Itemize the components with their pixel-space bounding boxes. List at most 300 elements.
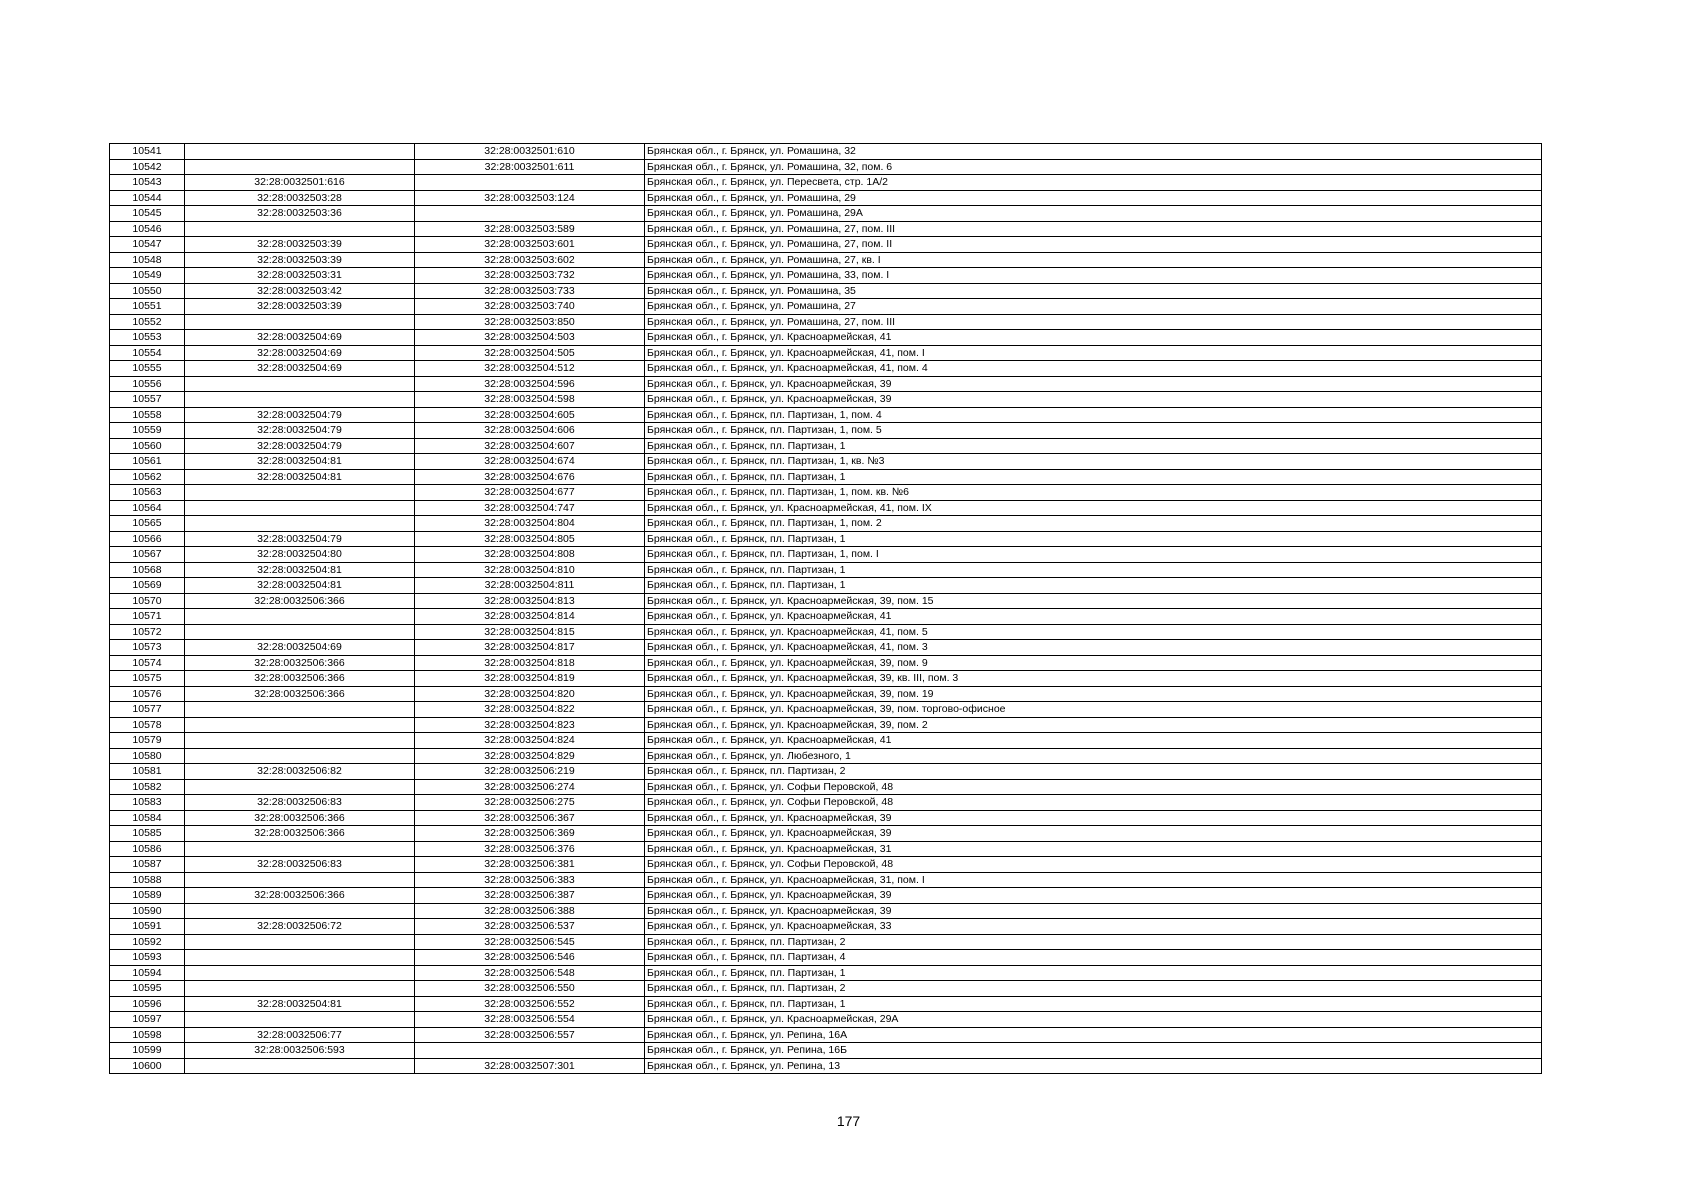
land-cadastral-number-cell <box>185 221 415 237</box>
row-number-cell: 10582 <box>110 779 185 795</box>
address-cell: Брянская обл., г. Брянск, пл. Партизан, 4 <box>645 950 1542 966</box>
object-cadastral-number-cell: 32:28:0032504:503 <box>415 330 645 346</box>
land-cadastral-number-cell: 32:28:0032506:72 <box>185 919 415 935</box>
object-cadastral-number-cell: 32:28:0032506:219 <box>415 764 645 780</box>
row-number-cell: 10572 <box>110 624 185 640</box>
object-cadastral-number-cell: 32:28:0032506:545 <box>415 934 645 950</box>
address-cell: Брянская обл., г. Брянск, ул. Репина, 16Б <box>645 1043 1542 1059</box>
object-cadastral-number-cell: 32:28:0032504:813 <box>415 593 645 609</box>
address-cell: Брянская обл., г. Брянск, ул. Красноармейская, 31, пом. I <box>645 872 1542 888</box>
address-cell: Брянская обл., г. Брянск, ул. Красноармейская, 41 <box>645 733 1542 749</box>
table-row <box>110 764 1542 780</box>
address-cell: Брянская обл., г. Брянск, ул. Красноармейская, 39 <box>645 826 1542 842</box>
row-number-cell: 10564 <box>110 500 185 516</box>
row-number-cell: 10600 <box>110 1058 185 1074</box>
row-number-cell: 10568 <box>110 562 185 578</box>
table-row <box>110 996 1542 1012</box>
table-row <box>110 655 1542 671</box>
object-cadastral-number-cell: 32:28:0032504:805 <box>415 531 645 547</box>
object-cadastral-number-cell: 32:28:0032506:388 <box>415 903 645 919</box>
land-cadastral-number-cell <box>185 965 415 981</box>
object-cadastral-number-cell: 32:28:0032506:383 <box>415 872 645 888</box>
land-cadastral-number-cell: 32:28:0032504:81 <box>185 562 415 578</box>
address-cell: Брянская обл., г. Брянск, ул. Красноармейская, 39, пом. 9 <box>645 655 1542 671</box>
row-number-cell: 10554 <box>110 345 185 361</box>
table-row <box>110 686 1542 702</box>
row-number-cell: 10597 <box>110 1012 185 1028</box>
object-cadastral-number-cell: 32:28:0032506:387 <box>415 888 645 904</box>
object-cadastral-number-cell <box>415 206 645 222</box>
land-cadastral-number-cell: 32:28:0032506:366 <box>185 686 415 702</box>
table-row <box>110 392 1542 408</box>
object-cadastral-number-cell: 32:28:0032504:674 <box>415 454 645 470</box>
object-cadastral-number-cell: 32:28:0032506:546 <box>415 950 645 966</box>
row-number-cell: 10599 <box>110 1043 185 1059</box>
table-row <box>110 640 1542 656</box>
row-number-cell: 10541 <box>110 144 185 160</box>
object-cadastral-number-cell: 32:28:0032503:740 <box>415 299 645 315</box>
row-number-cell: 10543 <box>110 175 185 191</box>
row-number-cell: 10549 <box>110 268 185 284</box>
object-cadastral-number-cell: 32:28:0032504:829 <box>415 748 645 764</box>
land-cadastral-number-cell: 32:28:0032504:79 <box>185 407 415 423</box>
table-row <box>110 1012 1542 1028</box>
address-cell: Брянская обл., г. Брянск, ул. Красноармейская, 39, пом. 2 <box>645 717 1542 733</box>
row-number-cell: 10592 <box>110 934 185 950</box>
land-cadastral-number-cell: 32:28:0032506:366 <box>185 655 415 671</box>
table-row <box>110 950 1542 966</box>
address-cell: Брянская обл., г. Брянск, пл. Партизан, 2 <box>645 981 1542 997</box>
object-cadastral-number-cell: 32:28:0032504:512 <box>415 361 645 377</box>
object-cadastral-number-cell: 32:28:0032506:275 <box>415 795 645 811</box>
row-number-cell: 10583 <box>110 795 185 811</box>
row-number-cell: 10553 <box>110 330 185 346</box>
land-cadastral-number-cell: 32:28:0032503:28 <box>185 190 415 206</box>
object-cadastral-number-cell: 32:28:0032506:550 <box>415 981 645 997</box>
land-cadastral-number-cell: 32:28:0032506:366 <box>185 888 415 904</box>
land-cadastral-number-cell <box>185 159 415 175</box>
object-cadastral-number-cell: 32:28:0032504:607 <box>415 438 645 454</box>
object-cadastral-number-cell: 32:28:0032504:819 <box>415 671 645 687</box>
registry-table-body <box>110 144 1542 1074</box>
address-cell: Брянская обл., г. Брянск, ул. Ромашина, 27 <box>645 299 1542 315</box>
row-number-cell: 10577 <box>110 702 185 718</box>
row-number-cell: 10551 <box>110 299 185 315</box>
object-cadastral-number-cell: 32:28:0032501:610 <box>415 144 645 160</box>
table-row <box>110 221 1542 237</box>
land-cadastral-number-cell <box>185 872 415 888</box>
table-row <box>110 407 1542 423</box>
address-cell: Брянская обл., г. Брянск, пл. Партизан, 2 <box>645 764 1542 780</box>
object-cadastral-number-cell: 32:28:0032504:606 <box>415 423 645 439</box>
table-row <box>110 609 1542 625</box>
land-cadastral-number-cell <box>185 981 415 997</box>
object-cadastral-number-cell: 32:28:0032504:818 <box>415 655 645 671</box>
object-cadastral-number-cell: 32:28:0032506:548 <box>415 965 645 981</box>
table-row <box>110 175 1542 191</box>
row-number-cell: 10556 <box>110 376 185 392</box>
address-cell: Брянская обл., г. Брянск, ул. Красноармейская, 33 <box>645 919 1542 935</box>
table-row <box>110 888 1542 904</box>
address-cell: Брянская обл., г. Брянск, ул. Красноармейская, 39 <box>645 392 1542 408</box>
address-cell: Брянская обл., г. Брянск, ул. Красноармейская, 41 <box>645 609 1542 625</box>
table-row <box>110 283 1542 299</box>
table-row <box>110 438 1542 454</box>
row-number-cell: 10546 <box>110 221 185 237</box>
row-number-cell: 10544 <box>110 190 185 206</box>
land-cadastral-number-cell <box>185 500 415 516</box>
row-number-cell: 10589 <box>110 888 185 904</box>
address-cell: Брянская обл., г. Брянск, пл. Партизан, 1, пом. кв. №6 <box>645 485 1542 501</box>
row-number-cell: 10567 <box>110 547 185 563</box>
table-row <box>110 252 1542 268</box>
address-cell: Брянская обл., г. Брянск, ул. Красноармейская, 41, пом. 5 <box>645 624 1542 640</box>
object-cadastral-number-cell: 32:28:0032503:850 <box>415 314 645 330</box>
address-cell: Брянская обл., г. Брянск, ул. Софьи Перовской, 48 <box>645 779 1542 795</box>
address-cell: Брянская обл., г. Брянск, пл. Партизан, 1 <box>645 562 1542 578</box>
address-cell: Брянская обл., г. Брянск, ул. Любезного, 1 <box>645 748 1542 764</box>
table-row <box>110 206 1542 222</box>
address-cell: Брянская обл., г. Брянск, ул. Красноармейская, 41, пом. 4 <box>645 361 1542 377</box>
address-cell: Брянская обл., г. Брянск, ул. Красноармейская, 29А <box>645 1012 1542 1028</box>
row-number-cell: 10565 <box>110 516 185 532</box>
object-cadastral-number-cell: 32:28:0032506:557 <box>415 1027 645 1043</box>
object-cadastral-number-cell: 32:28:0032506:376 <box>415 841 645 857</box>
land-cadastral-number-cell <box>185 934 415 950</box>
address-cell: Брянская обл., г. Брянск, ул. Пересвета, стр. 1А/2 <box>645 175 1542 191</box>
object-cadastral-number-cell: 32:28:0032507:301 <box>415 1058 645 1074</box>
row-number-cell: 10575 <box>110 671 185 687</box>
row-number-cell: 10542 <box>110 159 185 175</box>
object-cadastral-number-cell <box>415 1043 645 1059</box>
object-cadastral-number-cell: 32:28:0032506:274 <box>415 779 645 795</box>
land-cadastral-number-cell <box>185 841 415 857</box>
object-cadastral-number-cell: 32:28:0032506:537 <box>415 919 645 935</box>
object-cadastral-number-cell: 32:28:0032504:820 <box>415 686 645 702</box>
land-cadastral-number-cell <box>185 779 415 795</box>
table-row <box>110 469 1542 485</box>
table-row <box>110 485 1542 501</box>
address-cell: Брянская обл., г. Брянск, ул. Софьи Перовской, 48 <box>645 857 1542 873</box>
address-cell: Брянская обл., г. Брянск, пл. Партизан, 1, пом. I <box>645 547 1542 563</box>
address-cell: Брянская обл., г. Брянск, ул. Софьи Перовской, 48 <box>645 795 1542 811</box>
land-cadastral-number-cell: 32:28:0032506:82 <box>185 764 415 780</box>
address-cell: Брянская обл., г. Брянск, пл. Партизан, 2 <box>645 934 1542 950</box>
row-number-cell: 10557 <box>110 392 185 408</box>
row-number-cell: 10578 <box>110 717 185 733</box>
row-number-cell: 10545 <box>110 206 185 222</box>
row-number-cell: 10594 <box>110 965 185 981</box>
row-number-cell: 10580 <box>110 748 185 764</box>
object-cadastral-number-cell: 32:28:0032504:815 <box>415 624 645 640</box>
land-cadastral-number-cell <box>185 392 415 408</box>
address-cell: Брянская обл., г. Брянск, пл. Партизан, 1 <box>645 965 1542 981</box>
address-cell: Брянская обл., г. Брянск, ул. Красноармейская, 31 <box>645 841 1542 857</box>
row-number-cell: 10588 <box>110 872 185 888</box>
land-cadastral-number-cell <box>185 624 415 640</box>
table-row <box>110 531 1542 547</box>
object-cadastral-number-cell: 32:28:0032506:369 <box>415 826 645 842</box>
object-cadastral-number-cell: 32:28:0032506:367 <box>415 810 645 826</box>
land-cadastral-number-cell: 32:28:0032503:39 <box>185 252 415 268</box>
row-number-cell: 10590 <box>110 903 185 919</box>
table-row <box>110 919 1542 935</box>
row-number-cell: 10591 <box>110 919 185 935</box>
table-row <box>110 965 1542 981</box>
table-row <box>110 857 1542 873</box>
address-cell: Брянская обл., г. Брянск, ул. Красноармейская, 39, пом. торгово-офисное <box>645 702 1542 718</box>
address-cell: Брянская обл., г. Брянск, ул. Ромашина, 29 <box>645 190 1542 206</box>
row-number-cell: 10571 <box>110 609 185 625</box>
address-cell: Брянская обл., г. Брянск, пл. Партизан, 1 <box>645 578 1542 594</box>
land-cadastral-number-cell <box>185 903 415 919</box>
table-row <box>110 903 1542 919</box>
row-number-cell: 10587 <box>110 857 185 873</box>
object-cadastral-number-cell: 32:28:0032504:804 <box>415 516 645 532</box>
object-cadastral-number-cell: 32:28:0032504:596 <box>415 376 645 392</box>
table-row <box>110 345 1542 361</box>
page-number: 177 <box>836 1113 861 1129</box>
object-cadastral-number-cell: 32:28:0032504:605 <box>415 407 645 423</box>
address-cell: Брянская обл., г. Брянск, пл. Партизан, 1, пом. 2 <box>645 516 1542 532</box>
table-row <box>110 624 1542 640</box>
land-cadastral-number-cell <box>185 485 415 501</box>
object-cadastral-number-cell: 32:28:0032504:676 <box>415 469 645 485</box>
object-cadastral-number-cell: 32:28:0032503:124 <box>415 190 645 206</box>
table-row <box>110 841 1542 857</box>
table-row <box>110 826 1542 842</box>
row-number-cell: 10555 <box>110 361 185 377</box>
land-cadastral-number-cell: 32:28:0032503:39 <box>185 299 415 315</box>
land-cadastral-number-cell <box>185 950 415 966</box>
row-number-cell: 10547 <box>110 237 185 253</box>
row-number-cell: 10566 <box>110 531 185 547</box>
land-cadastral-number-cell: 32:28:0032503:31 <box>185 268 415 284</box>
address-cell: Брянская обл., г. Брянск, ул. Красноармейская, 41, пом. IX <box>645 500 1542 516</box>
row-number-cell: 10576 <box>110 686 185 702</box>
table-row <box>110 500 1542 516</box>
land-cadastral-number-cell <box>185 376 415 392</box>
table-row <box>110 981 1542 997</box>
row-number-cell: 10561 <box>110 454 185 470</box>
address-cell: Брянская обл., г. Брянск, ул. Красноармейская, 39, кв. III, пом. 3 <box>645 671 1542 687</box>
land-cadastral-number-cell <box>185 314 415 330</box>
row-number-cell: 10593 <box>110 950 185 966</box>
object-cadastral-number-cell: 32:28:0032503:601 <box>415 237 645 253</box>
land-cadastral-number-cell: 32:28:0032504:69 <box>185 361 415 377</box>
address-cell: Брянская обл., г. Брянск, ул. Ромашина, 32 <box>645 144 1542 160</box>
table-row <box>110 361 1542 377</box>
land-cadastral-number-cell: 32:28:0032506:366 <box>185 671 415 687</box>
address-cell: Брянская обл., г. Брянск, ул. Красноармейская, 39 <box>645 888 1542 904</box>
address-cell: Брянская обл., г. Брянск, ул. Ромашина, 32, пом. 6 <box>645 159 1542 175</box>
land-cadastral-number-cell: 32:28:0032506:366 <box>185 810 415 826</box>
land-cadastral-number-cell: 32:28:0032506:83 <box>185 857 415 873</box>
object-cadastral-number-cell: 32:28:0032503:602 <box>415 252 645 268</box>
table-row <box>110 593 1542 609</box>
table-row <box>110 702 1542 718</box>
land-cadastral-number-cell: 32:28:0032504:79 <box>185 423 415 439</box>
object-cadastral-number-cell: 32:28:0032504:822 <box>415 702 645 718</box>
address-cell: Брянская обл., г. Брянск, ул. Ромашина, 35 <box>645 283 1542 299</box>
table-row <box>110 934 1542 950</box>
address-cell: Брянская обл., г. Брянск, ул. Красноармейская, 41 <box>645 330 1542 346</box>
table-row <box>110 190 1542 206</box>
land-cadastral-number-cell: 32:28:0032504:69 <box>185 345 415 361</box>
land-cadastral-number-cell: 32:28:0032506:593 <box>185 1043 415 1059</box>
object-cadastral-number-cell: 32:28:0032504:677 <box>415 485 645 501</box>
table-row <box>110 562 1542 578</box>
object-cadastral-number-cell: 32:28:0032504:817 <box>415 640 645 656</box>
row-number-cell: 10570 <box>110 593 185 609</box>
object-cadastral-number-cell: 32:28:0032506:554 <box>415 1012 645 1028</box>
row-number-cell: 10559 <box>110 423 185 439</box>
object-cadastral-number-cell: 32:28:0032504:747 <box>415 500 645 516</box>
land-cadastral-number-cell: 32:28:0032504:79 <box>185 531 415 547</box>
registry-table <box>109 143 1542 1074</box>
table-row <box>110 299 1542 315</box>
land-cadastral-number-cell: 32:28:0032503:39 <box>185 237 415 253</box>
row-number-cell: 10558 <box>110 407 185 423</box>
land-cadastral-number-cell <box>185 702 415 718</box>
land-cadastral-number-cell <box>185 516 415 532</box>
land-cadastral-number-cell <box>185 733 415 749</box>
row-number-cell: 10596 <box>110 996 185 1012</box>
object-cadastral-number-cell: 32:28:0032504:811 <box>415 578 645 594</box>
address-cell: Брянская обл., г. Брянск, ул. Красноармейская, 39 <box>645 810 1542 826</box>
address-cell: Брянская обл., г. Брянск, ул. Ромашина, 33, пом. I <box>645 268 1542 284</box>
object-cadastral-number-cell: 32:28:0032506:552 <box>415 996 645 1012</box>
address-cell: Брянская обл., г. Брянск, ул. Красноармейская, 39 <box>645 376 1542 392</box>
table-row <box>110 454 1542 470</box>
object-cadastral-number-cell: 32:28:0032503:589 <box>415 221 645 237</box>
address-cell: Брянская обл., г. Брянск, ул. Ромашина, 27, пом. II <box>645 237 1542 253</box>
table-row <box>110 516 1542 532</box>
table-row <box>110 733 1542 749</box>
table-row <box>110 330 1542 346</box>
table-row <box>110 159 1542 175</box>
land-cadastral-number-cell: 32:28:0032504:69 <box>185 640 415 656</box>
address-cell: Брянская обл., г. Брянск, ул. Ромашина, 27, пом. III <box>645 314 1542 330</box>
object-cadastral-number-cell: 32:28:0032506:381 <box>415 857 645 873</box>
object-cadastral-number-cell: 32:28:0032504:810 <box>415 562 645 578</box>
table-row <box>110 1058 1542 1074</box>
address-cell: Брянская обл., г. Брянск, ул. Ромашина, 29А <box>645 206 1542 222</box>
land-cadastral-number-cell: 32:28:0032506:366 <box>185 593 415 609</box>
address-cell: Брянская обл., г. Брянск, пл. Партизан, 1 <box>645 996 1542 1012</box>
table-row <box>110 314 1542 330</box>
row-number-cell: 10562 <box>110 469 185 485</box>
table-row <box>110 779 1542 795</box>
address-cell: Брянская обл., г. Брянск, ул. Красноармейская, 41, пом. I <box>645 345 1542 361</box>
object-cadastral-number-cell: 32:28:0032504:823 <box>415 717 645 733</box>
object-cadastral-number-cell: 32:28:0032503:733 <box>415 283 645 299</box>
object-cadastral-number-cell: 32:28:0032504:505 <box>415 345 645 361</box>
row-number-cell: 10552 <box>110 314 185 330</box>
table-row <box>110 795 1542 811</box>
land-cadastral-number-cell <box>185 144 415 160</box>
table-row <box>110 810 1542 826</box>
land-cadastral-number-cell: 32:28:0032504:81 <box>185 578 415 594</box>
row-number-cell: 10550 <box>110 283 185 299</box>
address-cell: Брянская обл., г. Брянск, ул. Красноармейская, 39, пом. 15 <box>645 593 1542 609</box>
object-cadastral-number-cell: 32:28:0032504:598 <box>415 392 645 408</box>
row-number-cell: 10584 <box>110 810 185 826</box>
object-cadastral-number-cell: 32:28:0032504:824 <box>415 733 645 749</box>
row-number-cell: 10598 <box>110 1027 185 1043</box>
table-row <box>110 717 1542 733</box>
land-cadastral-number-cell <box>185 1058 415 1074</box>
land-cadastral-number-cell: 32:28:0032506:366 <box>185 826 415 842</box>
address-cell: Брянская обл., г. Брянск, пл. Партизан, 1, пом. 4 <box>645 407 1542 423</box>
table-row <box>110 144 1542 160</box>
object-cadastral-number-cell: 32:28:0032504:814 <box>415 609 645 625</box>
land-cadastral-number-cell <box>185 748 415 764</box>
object-cadastral-number-cell: 32:28:0032501:611 <box>415 159 645 175</box>
land-cadastral-number-cell: 32:28:0032503:36 <box>185 206 415 222</box>
land-cadastral-number-cell: 32:28:0032506:77 <box>185 1027 415 1043</box>
address-cell: Брянская обл., г. Брянск, пл. Партизан, 1 <box>645 438 1542 454</box>
address-cell: Брянская обл., г. Брянск, пл. Партизан, 1 <box>645 531 1542 547</box>
row-number-cell: 10586 <box>110 841 185 857</box>
row-number-cell: 10573 <box>110 640 185 656</box>
object-cadastral-number-cell: 32:28:0032504:808 <box>415 547 645 563</box>
table-row <box>110 671 1542 687</box>
table-row <box>110 547 1542 563</box>
address-cell: Брянская обл., г. Брянск, ул. Репина, 16А <box>645 1027 1542 1043</box>
table-row <box>110 1043 1542 1059</box>
land-cadastral-number-cell: 32:28:0032501:616 <box>185 175 415 191</box>
land-cadastral-number-cell: 32:28:0032506:83 <box>185 795 415 811</box>
table-row <box>110 376 1542 392</box>
land-cadastral-number-cell <box>185 717 415 733</box>
address-cell: Брянская обл., г. Брянск, ул. Красноармейская, 39, пом. 19 <box>645 686 1542 702</box>
address-cell: Брянская обл., г. Брянск, пл. Партизан, 1, кв. №3 <box>645 454 1542 470</box>
table-row <box>110 237 1542 253</box>
land-cadastral-number-cell: 32:28:0032504:79 <box>185 438 415 454</box>
row-number-cell: 10548 <box>110 252 185 268</box>
row-number-cell: 10569 <box>110 578 185 594</box>
land-cadastral-number-cell: 32:28:0032504:81 <box>185 996 415 1012</box>
address-cell: Брянская обл., г. Брянск, ул. Красноармейская, 41, пом. 3 <box>645 640 1542 656</box>
address-cell: Брянская обл., г. Брянск, пл. Партизан, 1 <box>645 469 1542 485</box>
row-number-cell: 10595 <box>110 981 185 997</box>
table-row <box>110 578 1542 594</box>
land-cadastral-number-cell: 32:28:0032504:69 <box>185 330 415 346</box>
object-cadastral-number-cell <box>415 175 645 191</box>
land-cadastral-number-cell: 32:28:0032504:81 <box>185 454 415 470</box>
row-number-cell: 10581 <box>110 764 185 780</box>
land-cadastral-number-cell: 32:28:0032504:81 <box>185 469 415 485</box>
land-cadastral-number-cell <box>185 609 415 625</box>
row-number-cell: 10585 <box>110 826 185 842</box>
table-row <box>110 268 1542 284</box>
address-cell: Брянская обл., г. Брянск, ул. Ромашина, 27, пом. III <box>645 221 1542 237</box>
table-row <box>110 1027 1542 1043</box>
row-number-cell: 10560 <box>110 438 185 454</box>
address-cell: Брянская обл., г. Брянск, ул. Ромашина, 27, кв. I <box>645 252 1542 268</box>
land-cadastral-number-cell: 32:28:0032503:42 <box>185 283 415 299</box>
row-number-cell: 10563 <box>110 485 185 501</box>
table-row <box>110 872 1542 888</box>
row-number-cell: 10574 <box>110 655 185 671</box>
address-cell: Брянская обл., г. Брянск, ул. Репина, 13 <box>645 1058 1542 1074</box>
address-cell: Брянская обл., г. Брянск, пл. Партизан, 1, пом. 5 <box>645 423 1542 439</box>
address-cell: Брянская обл., г. Брянск, ул. Красноармейская, 39 <box>645 903 1542 919</box>
table-row <box>110 748 1542 764</box>
land-cadastral-number-cell: 32:28:0032504:80 <box>185 547 415 563</box>
row-number-cell: 10579 <box>110 733 185 749</box>
